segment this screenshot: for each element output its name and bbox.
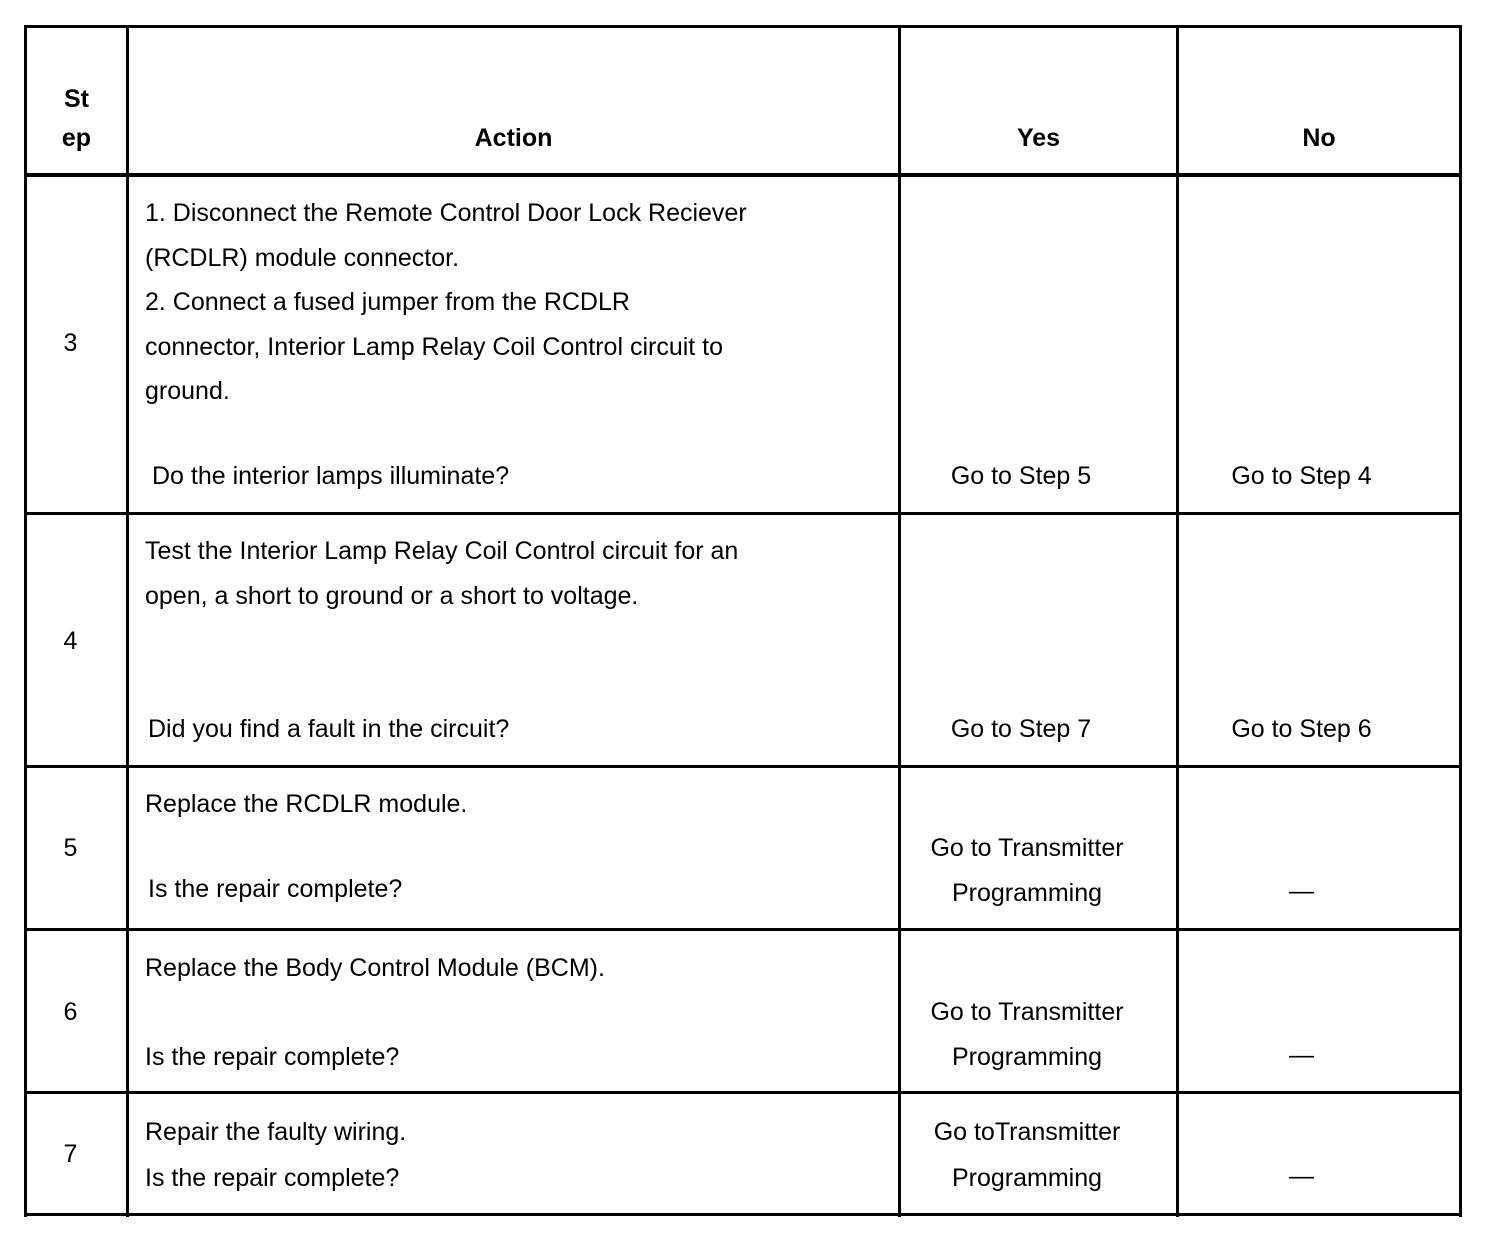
action-line: 1. Disconnect the Remote Control Door Lock Reciever bbox=[145, 199, 747, 227]
header-step-line2: ep bbox=[61, 124, 92, 152]
diagnostic-table bbox=[24, 25, 1462, 1217]
action-line: 2. Connect a fused jumper from the RCDLR bbox=[145, 288, 630, 316]
row-4-no: Go to Step 6 bbox=[1231, 715, 1372, 743]
row-divider bbox=[24, 928, 1462, 931]
row-7-action bbox=[145, 1109, 406, 1201]
yes-line: Go to Transmitter bbox=[930, 998, 1124, 1026]
row-divider bbox=[24, 765, 1462, 768]
row-7-no: — bbox=[1289, 1162, 1314, 1190]
row-5-yes bbox=[901, 826, 1153, 915]
row-4-action bbox=[145, 529, 738, 618]
action-line: (RCDLR) module connector. bbox=[145, 243, 460, 272]
row-7-yes bbox=[901, 1109, 1153, 1201]
yes-line: Programming bbox=[951, 1043, 1103, 1071]
row-3-question: Do the interior lamps illuminate? bbox=[152, 462, 510, 490]
header-divider bbox=[24, 173, 1462, 177]
action-line: connector, Interior Lamp Relay Coil Control circuit to bbox=[145, 332, 724, 361]
row-4-question: Did you find a fault in the circuit? bbox=[148, 715, 510, 743]
row-3-action bbox=[145, 191, 747, 414]
row-4-yes: Go to Step 7 bbox=[950, 715, 1092, 743]
row-7-step: 7 bbox=[63, 1140, 78, 1168]
header-step-line1: St bbox=[64, 85, 89, 113]
row-6-action: Replace the Body Control Module (BCM). bbox=[145, 954, 605, 982]
table-border-top bbox=[24, 25, 1462, 28]
yes-line: Programming bbox=[951, 878, 1103, 907]
header-action: Action bbox=[474, 124, 553, 152]
header-step bbox=[27, 80, 126, 158]
row-6-no: — bbox=[1289, 1041, 1314, 1069]
row-4-step: 4 bbox=[63, 627, 78, 655]
yes-line: Go toTransmitter bbox=[933, 1118, 1121, 1146]
row-6-question: Is the repair complete? bbox=[145, 1043, 400, 1071]
column-divider bbox=[126, 25, 129, 1217]
row-7-question: Is the repair complete? bbox=[145, 1164, 400, 1192]
row-6-yes bbox=[901, 990, 1153, 1080]
yes-line: Go to Transmitter bbox=[930, 834, 1124, 862]
table-border-bottom bbox=[24, 1213, 1462, 1216]
row-divider bbox=[24, 512, 1462, 515]
header-yes: Yes bbox=[1016, 124, 1061, 152]
action-line: ground. bbox=[145, 377, 230, 405]
yes-line: Programming bbox=[951, 1164, 1103, 1192]
row-5-no: — bbox=[1289, 877, 1314, 905]
action-line: Repair the faulty wiring. bbox=[145, 1118, 407, 1146]
row-5-step: 5 bbox=[63, 834, 78, 862]
row-3-yes: Go to Step 5 bbox=[950, 462, 1092, 490]
row-6-step: 6 bbox=[63, 998, 78, 1026]
action-line: Test the Interior Lamp Relay Coil Control circuit for an bbox=[145, 537, 739, 565]
row-5-question: Is the repair complete? bbox=[148, 875, 403, 903]
table-border-right bbox=[1459, 25, 1462, 1217]
row-divider bbox=[24, 1091, 1462, 1094]
row-3-no: Go to Step 4 bbox=[1231, 462, 1372, 490]
row-3-step: 3 bbox=[63, 329, 78, 357]
header-no: No bbox=[1302, 124, 1336, 152]
row-5-action: Replace the RCDLR module. bbox=[145, 790, 468, 818]
action-line: open, a short to ground or a short to voltage. bbox=[145, 581, 639, 610]
